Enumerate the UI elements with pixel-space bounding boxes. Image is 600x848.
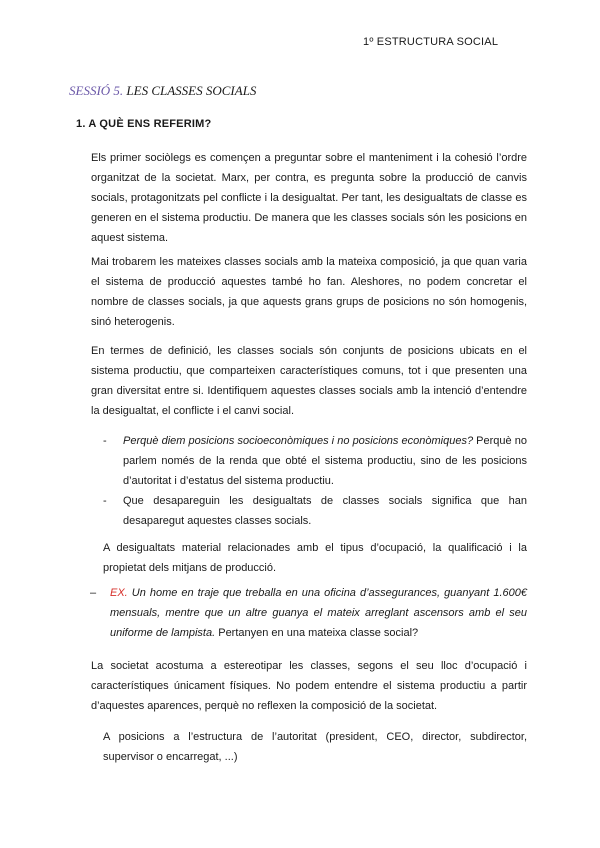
- example-label: EX.: [110, 587, 128, 599]
- list-item-question: Perquè diem posicions socioeconòmiques i no posicions econòmiques?: [123, 435, 474, 447]
- list-item-text: Que desapareguin les desigualtats de classes socials significa que han desaparegut aquestes classes socials.: [123, 495, 527, 527]
- paragraph-4: A desigualtats material relacionades amb el tipus d’ocupació, la qualificació i la propietat dels mitjans de producció.: [103, 542, 527, 574]
- paragraph-5: La societat acostuma a estereotipar les classes, segons el seu lloc d’ocupació i característiques únicament físiques. No podem entendre el sistema productiu a partir d’aquestes aparences, perquè no reflexen la composició de la societat.: [91, 660, 527, 712]
- bullet-list: [103, 431, 527, 531]
- example-question: Pertanyen en una mateixa classe social?: [215, 627, 419, 639]
- dash-bullet: -: [103, 435, 107, 447]
- session-name: LES CLASSES SOCIALS: [126, 83, 257, 98]
- list-item: [103, 491, 527, 531]
- running-header: 1º ESTRUCTURA SOCIAL: [363, 36, 499, 48]
- paragraph-1: Els primer sociòlegs es començen a preguntar sobre el manteniment i la cohesió l’ordre organitzat de la societat. Marx, per contra, es pregunta sobre la producció de canvis socials, protagonitzats pel conflicte i la desigualtat. Per tant, les desigualtats de classe es generen en el sistema productiu. De manera que les classes socials són les posicions en aquest sistema.: [91, 152, 527, 244]
- example-block: [90, 583, 527, 643]
- dash-bullet: –: [90, 587, 97, 599]
- paragraph-2: Mai trobarem les mateixes classes socials amb la mateixa composició, ja que quan varia el sistema de producció aquestes també ho fan. Aleshores, no podem concretar el nombre de classes socials, ja que aquests grans grups de posicions no són homogenis, sinó heterogenis.: [91, 256, 527, 328]
- dash-bullet: -: [103, 495, 107, 507]
- list-item-answer: Perquè no parlem només de la renda que obté el sistema productiu, sino de les posicions d’autoritat i d’estatus del sistema productiu.: [123, 435, 527, 487]
- section-heading: 1. A QUÈ ENS REFERIM?: [76, 118, 212, 130]
- paragraph-6: A posicions a l’estructura de l’autoritat (president, CEO, director, subdirector, supervisor o encarregat, ...): [103, 731, 527, 763]
- example-text: Un home en traje que treballa en una oficina d’assegurances, guanyant 1.600€ mensuals, mentre que un altre guanya el mateix arreglant ascensors amb el seu uniforme de lampista.: [110, 587, 527, 639]
- session-number: SESSIÓ 5.: [69, 83, 124, 98]
- session-title: [69, 83, 256, 99]
- paragraph-3: En termes de definició, les classes socials són conjunts de posicions ubicats en el sistema productiu, que comparteixen característiques comuns, tot i que presenten una gran diversitat entre si. Identifiquem aquestes classes socials amb la intenció d’entendre la desigualtat, el conflicte i el canvi social.: [91, 345, 527, 417]
- list-item: [103, 431, 527, 491]
